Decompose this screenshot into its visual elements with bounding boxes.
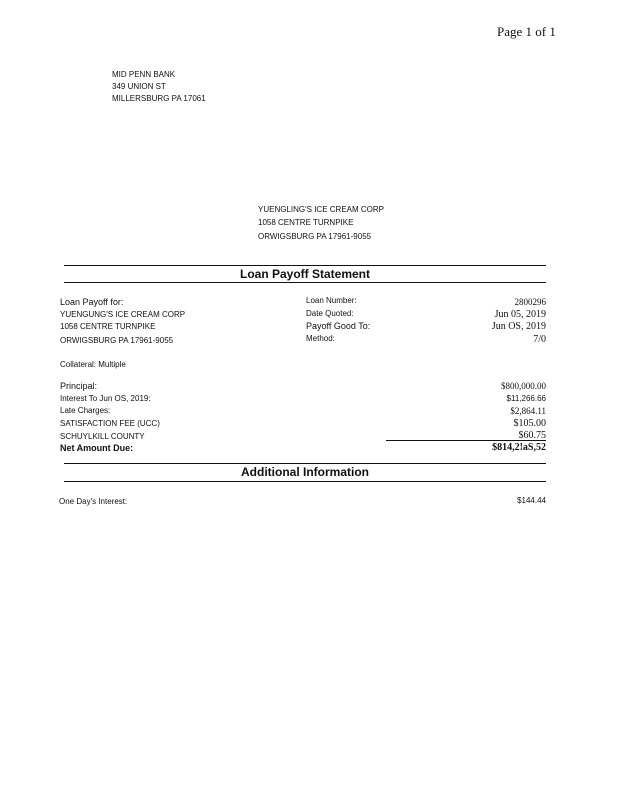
page-number: Page 1 of 1 [497, 24, 556, 39]
title-rule-top [64, 265, 546, 266]
payoff-for-name: YUENGUNG'S ICE CREAM CORP [60, 310, 186, 319]
additional-rule-top [64, 463, 546, 464]
late-charges-value: $2,864.11 [510, 406, 546, 416]
county-fee-label: SCHUYLKILL COUNTY [60, 432, 145, 441]
bank-city: MILLERSBURG PA 17061 [112, 94, 206, 103]
interest-value: $11,266.66 [506, 394, 546, 403]
method-label: Method: [306, 334, 335, 343]
payoff-good-to-value: Jun OS, 2019 [491, 321, 546, 332]
statement-title: Loan Payoff Statement [239, 267, 371, 281]
date-quoted-value: Jun 05, 2019 [494, 309, 546, 320]
net-amount-label: Net Amount Due: [60, 443, 134, 453]
additional-rule-bottom [64, 481, 546, 482]
principal-value: $800,000.00 [501, 381, 546, 391]
title-rule-bottom [64, 282, 546, 283]
principal-label: Principal: [60, 381, 98, 391]
recipient-street: 1058 CENTRE TURNPIKE [258, 218, 354, 227]
satisfaction-fee-value: $105.00 [513, 418, 546, 429]
collateral: Collateral: Multiple [60, 360, 126, 369]
payoff-for-label: Loan Payoff for: [60, 297, 124, 307]
late-charges-label: Late Charges: [60, 406, 111, 415]
additional-title: Additional Information [241, 465, 369, 479]
loan-number-label: Loan Number: [306, 296, 357, 305]
bank-street: 349 UNION ST [112, 82, 166, 91]
net-amount-value: $814,2!aS,52 [492, 442, 546, 453]
county-fee-value: $60.75 [518, 430, 546, 441]
payoff-for-city: ORWIGSBURG PA 17961-9055 [60, 336, 174, 345]
one-day-interest-label: One Day's Interest: [59, 497, 128, 506]
method-value: 7/0 [533, 334, 546, 345]
recipient-name: YUENGLING'S ICE CREAM CORP [258, 205, 384, 214]
one-day-interest-value: $144.44 [517, 496, 546, 505]
satisfaction-fee-label: SATISFACTION FEE (UCC) [60, 419, 160, 428]
bank-name: MID PENN BANK [112, 70, 176, 79]
interest-label: Interest To Jun OS, 2019: [60, 394, 151, 403]
date-quoted-label: Date Quoted: [306, 309, 354, 318]
loan-number-value: 2800296 [514, 297, 546, 307]
payoff-good-to-label: Payoff Good To: [306, 321, 371, 331]
recipient-city: ORWIGSBURG PA 17961-9055 [258, 232, 372, 241]
payoff-for-street: 1058 CENTRE TURNPIKE [60, 322, 156, 331]
total-rule [386, 440, 546, 441]
